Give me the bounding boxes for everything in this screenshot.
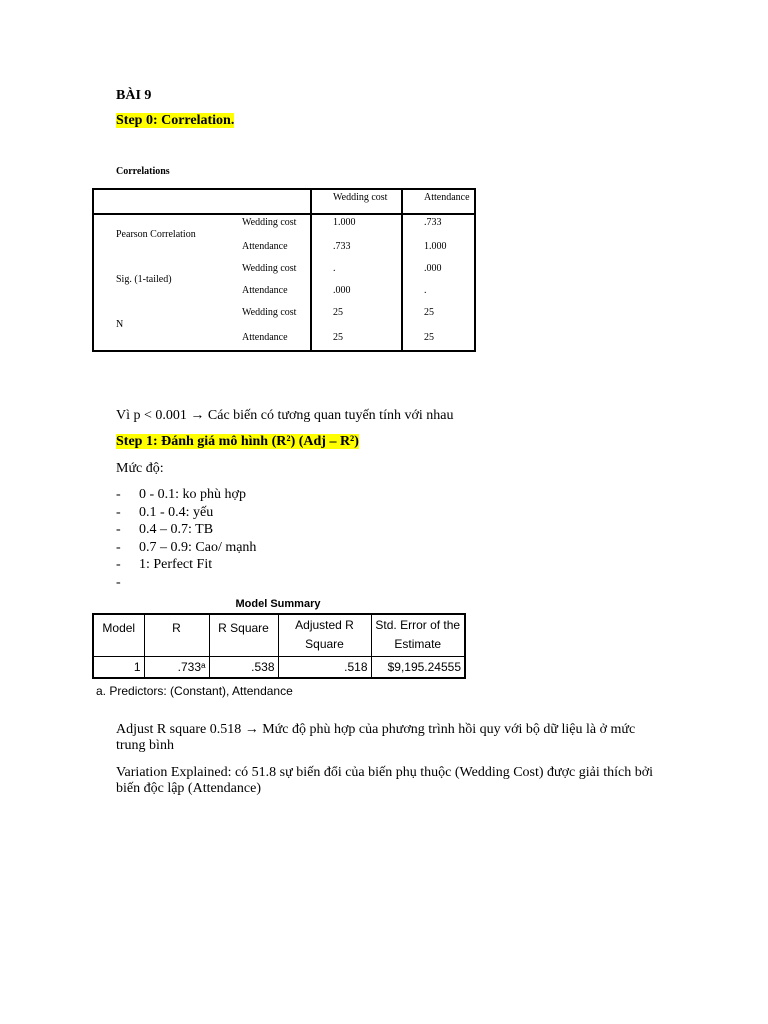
cell-r-square: .538 [209, 656, 278, 678]
cell-model: 1 [93, 656, 144, 678]
cell-value: . [333, 263, 336, 274]
header-adjusted-r-square: Adjusted R Square [278, 614, 371, 656]
table-footnote: a. Predictors: (Constant), Attendance [96, 684, 293, 698]
model-summary-table [92, 613, 466, 679]
list-item-text: 1: Perfect Fit [139, 557, 213, 572]
col-separator-1 [310, 190, 312, 350]
row-label: Attendance [242, 241, 288, 252]
cell-value: .000 [333, 285, 351, 296]
cell-value: 25 [333, 307, 343, 318]
adjust-r-square-paragraph: Adjust R square 0.518 → Mức độ phù hợp của phương trình hồi quy với bộ dữ liệu là ở mức trung bình [116, 722, 636, 753]
dash-bullet: - [116, 487, 121, 502]
cell-r: .733ᵃ [144, 656, 209, 678]
step0-highlight: Step 0: Correlation. [116, 113, 235, 128]
cell-adjusted-r-square: .518 [278, 656, 371, 678]
row-label: Wedding cost [242, 263, 297, 274]
cell-value: 25 [424, 332, 434, 343]
dash-bullet: - [116, 557, 121, 572]
muc-do-label: Mức độ: [116, 461, 164, 476]
cell-value: 1.000 [333, 217, 356, 228]
list-item-text: 0.1 - 0.4: yếu [139, 505, 214, 520]
variation-explained-paragraph: Variation Explained: có 51.8 sự biến đổi của biến phụ thuộc (Wedding Cost) được giải thích bởi biến độc lập (Attendance) [116, 765, 654, 796]
cell-value: 1.000 [424, 241, 447, 252]
correlations-title: Correlations [116, 166, 170, 177]
table-header-row [93, 614, 465, 656]
group-label-sig: Sig. (1-tailed) [116, 274, 172, 285]
list-item-text: 0.7 – 0.9: Cao/ mạnh [139, 540, 257, 555]
list-item-text: 0 - 0.1: ko phù hợp [139, 487, 246, 502]
col-header-attendance: Attendance [424, 192, 470, 203]
model-summary-title: Model Summary [235, 598, 321, 610]
cell-value: . [424, 285, 427, 296]
header-model: Model [93, 614, 144, 656]
dash-bullet: - [116, 575, 121, 590]
row-label: Attendance [242, 285, 288, 296]
col-separator-2 [401, 190, 403, 350]
table-row [93, 656, 465, 678]
dash-bullet: - [116, 522, 121, 537]
header-r-square: R Square [209, 614, 278, 656]
step0-heading [116, 113, 234, 129]
row-label: Wedding cost [242, 307, 297, 318]
cell-value: .733 [424, 217, 442, 228]
header-r: R [144, 614, 209, 656]
cell-std-error: $9,195.24555 [371, 656, 465, 678]
cell-value: 25 [333, 332, 343, 343]
row-label: Wedding cost [242, 217, 297, 228]
step1-highlight: Step 1: Đánh giá mô hình (R²) (Adj – R²) [116, 434, 359, 449]
cell-value: 25 [424, 307, 434, 318]
group-label-pearson: Pearson Correlation [116, 229, 196, 240]
list-item-text: 0.4 – 0.7: TB [139, 522, 214, 537]
page-heading: BÀI 9 [116, 88, 152, 103]
header-separator [94, 213, 474, 215]
row-label: Attendance [242, 332, 288, 343]
col-header-wedding-cost: Wedding cost [333, 192, 388, 203]
group-label-n: N [116, 319, 124, 330]
header-std-error: Std. Error of the Estimate [371, 614, 465, 656]
p-value-conclusion: Vì p < 0.001 → Các biến có tương quan tuyến tính với nhau [116, 408, 454, 423]
dash-bullet: - [116, 540, 121, 555]
cell-value: .000 [424, 263, 442, 274]
dash-bullet: - [116, 505, 121, 520]
step1-heading [116, 434, 359, 450]
correlations-table [92, 188, 476, 352]
cell-value: .733 [333, 241, 351, 252]
